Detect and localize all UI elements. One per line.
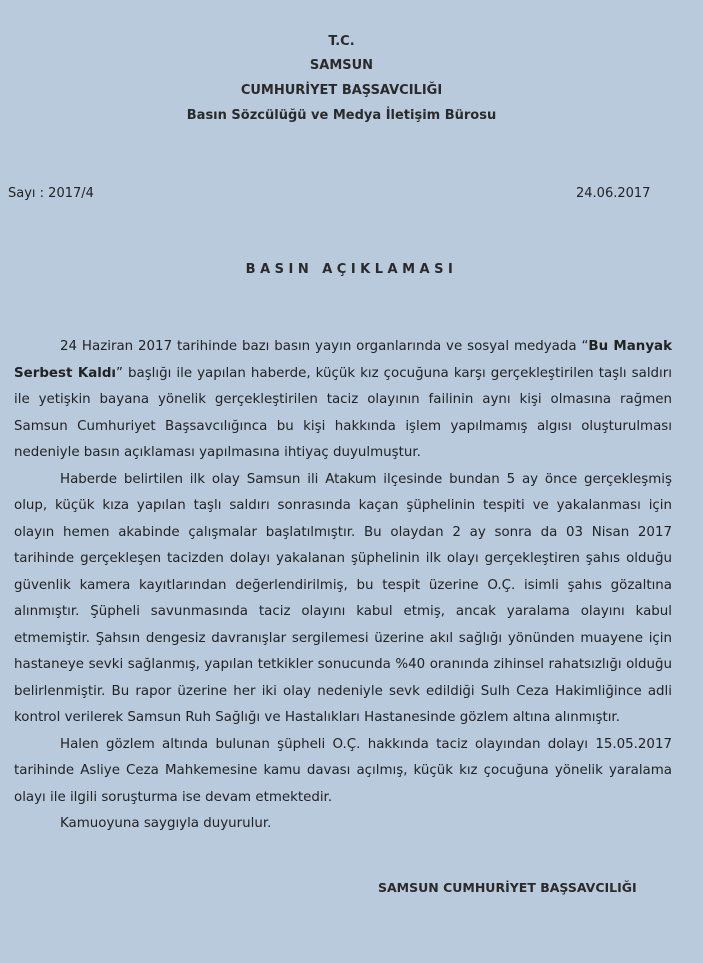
header-office: Basın Sözcülüğü ve Medya İletişim Bürosu: [186, 108, 497, 123]
paragraph-4: Kamuoyuna saygıyla duyurulur.: [60, 816, 272, 831]
header-city: SAMSUN: [309, 58, 374, 73]
header-tc: T.C.: [328, 34, 355, 49]
document-title: BASIN AÇIKLAMASI: [245, 262, 458, 277]
document-body: [14, 334, 672, 838]
paragraph-1-start: 24 Haziran 2017 tarihinde bazı basın yayın organlarında ve sosyal medyada “: [60, 339, 589, 354]
signature: SAMSUN CUMHURİYET BAŞSAVCILIĞI: [378, 880, 637, 895]
header-institution: CUMHURİYET BAŞSAVCILIĞI: [240, 83, 443, 98]
paragraph-1: [14, 334, 672, 467]
paragraph-2: Haberde belirtilen ilk olay Samsun ili Atakum ilçesinde bundan 5 ay önce gerçekleşmiş olup, küçük kıza yapılan taşlı saldırı sonrasında kaçan şüphelinin tespiti ve yakalanması için olayın hemen akabinde çalışmalar başlatılmıştır. Bu olaydan 2 ay sonra da 03 Nisan 2017 tarihinde gerçekleşen tacizden dolayı yakalanan şüphelinin ilk olayı gerçekleştiren şahıs olduğu güvenlik kamera kayıtlarından değerlendirilmiş, bu tespit üzerine O.Ç. isimli şahıs gözaltına alınmıştır. Şüpheli savunmasında taciz olayını kabul etmiş, ancak yaralama olayını kabul etmemiştir. Şahsın dengesiz davranışlar sergilemesi üzerine akıl sağlığı yönünden muayene için hastaneye sevki sağlanmış, yapılan tetkikler sonucunda %40 oranında zihinsel rahatsızlığı olduğu belirlenmiştir. Bu rapor üzerine her iki olay nedeniyle sevk edildiği Sulh Ceza Hakimliğince adli kontrol verilerek Samsun Ruh Sağlığı ve Hastalıkları Hastanesinde gözlem altına alınmıştır.: [14, 471, 672, 725]
document-number: Sayı : 2017/4: [8, 186, 94, 201]
document-date: 24.06.2017: [576, 186, 651, 201]
paragraph-3: Halen gözlem altında bulunan şüpheli O.Ç. hakkında taciz olayından dolayı 15.05.2017 tarihinde Asliye Ceza Mahkemesine kamu davası açılmış, küçük kız çocuğuna yönelik yaralama olayı ile ilgili soruşturma ise devam etmektedir.: [14, 736, 672, 805]
headline-quote: Bu Manyak Serbest Kaldı: [14, 339, 672, 381]
paragraph-1-rest: ” başlığı ile yapılan haberde, küçük kız çocuğuna karşı gerçekleştirilen taşlı saldırı ile yetişkin bayana yönelik gerçekleştirilen taciz olayının failinin aynı kişi olmasına rağmen Samsun Cumhuriyet Başsavcılığınca bu kişi hakkında işlem yapılmamış algısı oluşturulması nedeniyle basın açıklaması yapılmasına ihtiyaç duyulmuştur.: [14, 365, 672, 460]
